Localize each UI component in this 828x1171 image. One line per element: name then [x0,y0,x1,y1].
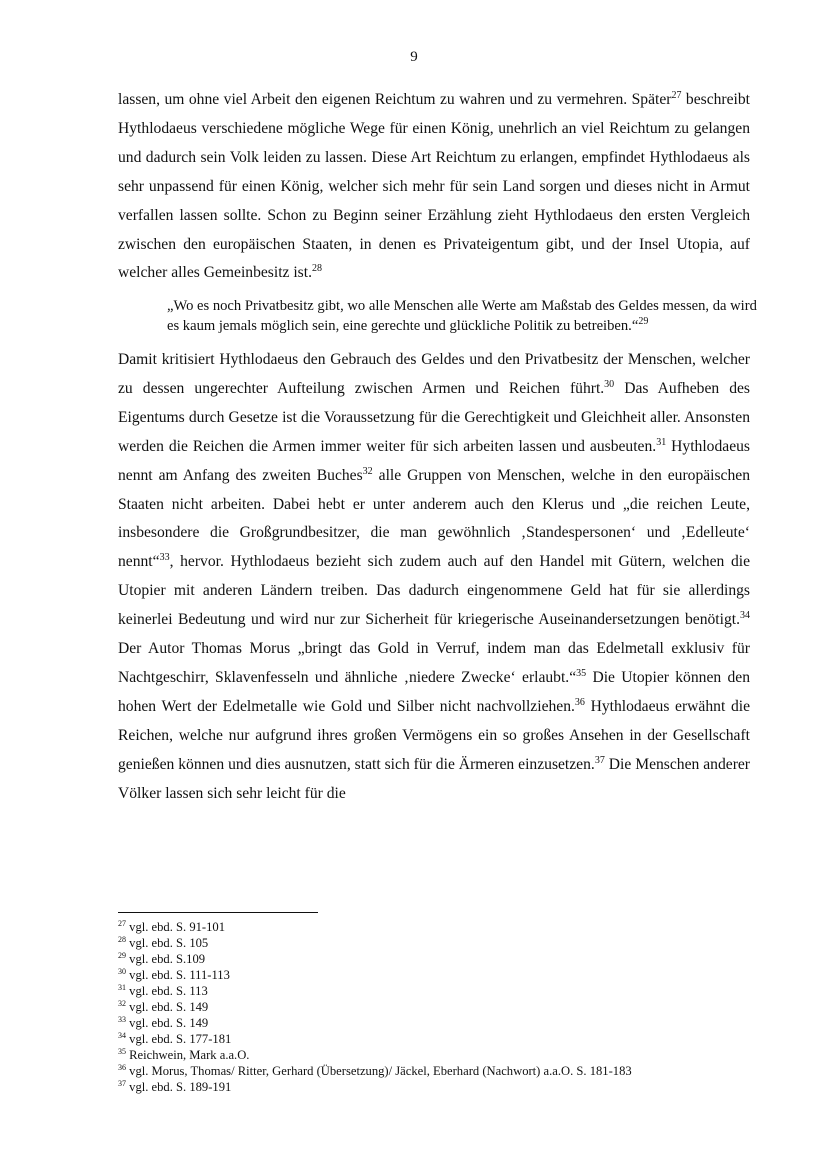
text-run: Das Aufheben des Eigentums durch Gesetze ist die Voraussetzung für die Gerechtigkeit und Gleichheit aller. Ansonsten werden die Reichen die Armen immer weiter für sich arbeiten lassen und ausbeuten. [118,379,750,455]
footnote-number: 34 [118,1030,126,1040]
footnote-text: vgl. ebd. S. 177-181 [126,1032,232,1046]
footnote-number: 30 [118,966,126,976]
footnote [118,999,750,1015]
footnote-text: vgl. ebd. S. 189-191 [126,1080,232,1094]
footnote [118,1079,750,1095]
footnote-ref: 32 [362,465,373,477]
footnote-text: vgl. ebd. S. 149 [126,1000,209,1014]
footnote-ref: 30 [604,378,615,390]
footnote-text: vgl. ebd. S. 105 [126,936,209,950]
text-run: alle Gruppen von Menschen, welche in den europäischen Staaten nicht arbeiten. Dabei hebt er unter anderem auch den Klerus und „die reichen Leute, insbesondere die Großgrundbesitzer, die man gewöhnlich ‚Standespersonen‘ und ‚Edelleute‘ nennt“ [118,466,750,571]
footnote-number: 37 [118,1078,126,1088]
footnote-text: vgl. ebd. S. 91-101 [126,920,225,934]
footnote-text: vgl. Morus, Thomas/ Ritter, Gerhard (Übersetzung)/ Jäckel, Eberhard (Nachwort) a.a.O. S. 181-183 [126,1064,632,1078]
footnote-ref: 27 [671,89,682,101]
page-number: 9 [410,49,418,65]
footnote [118,967,750,983]
footnote [118,919,750,935]
text-run: Hythlodaeus erwähnt die Reichen, welche nur aufgrund ihres großen Vermögens ein so großes Ansehen in der Gesellschaft genießen können und dies ausnutzen, statt sich für die Ärmeren einzusetzen. [118,697,750,773]
footnote-text: vgl. ebd. S. 111-113 [126,968,230,982]
footnote-text: vgl. ebd. S. 113 [126,984,208,998]
footnote-number: 27 [118,918,126,928]
footnote [118,1047,750,1063]
footnote-ref: 35 [576,667,587,679]
footnote [118,1015,750,1031]
footnote [118,1063,750,1079]
footnote [118,935,750,951]
text-run: lassen, um ohne viel Arbeit den eigenen Reichtum zu wahren und zu vermehren. Später [118,91,672,108]
footnote-number: 31 [118,982,126,992]
quote-text: „Wo es noch Privatbesitz gibt, wo alle Menschen alle Werte am Maßstab des Geldes messen, da wird es kaum jemals möglich sein, eine gerechte und glückliche Politik zu betreiben.“ [167,298,757,334]
footnote-ref: 29 [638,315,649,327]
footnote-ref: 33 [159,552,170,564]
footnote-number: 33 [118,1014,126,1024]
text-run: Die Utopier können den hohen Wert der Edelmetalle wie Gold und Silber nicht nachvollziehen. [118,668,750,715]
footnote [118,1031,750,1047]
footnote-text: Reichwein, Mark a.a.O. [126,1048,250,1062]
text-run: Der Autor Thomas Morus „bringt das Gold in Verruf, indem man das Edelmetall exklusiv für Nachtgeschirr, Sklavenfesseln und ähnliche ‚niedere Zwecke‘ erlaubt.“ [118,640,750,686]
text-run: Damit kritisiert Hythlodaeus den Gebrauch des Geldes und den Privatbesitz der Menschen, welcher zu dessen ungerechter Aufteilung zwischen Armen und Reichen führt. [118,351,750,397]
footnote-ref: 36 [574,696,585,708]
footnote-number: 28 [118,934,126,944]
footnote-separator [118,912,318,913]
footnote-number: 29 [118,950,126,960]
footnote-text: vgl. ebd. S.109 [126,952,206,966]
footnote-ref: 31 [656,436,667,448]
text-run: , hervor. Hythlodaeus bezieht sich zudem auch auf den Handel mit Gütern, welchen die Utopier mit anderen Ländern treiben. Das dadurch eingenommene Geld hat für sie allerdings keinerlei Bedeutung und wird nur zur Sicherheit für kriegerische Auseinandersetzungen benötigt. [118,553,750,629]
footnote-number: 36 [118,1062,126,1072]
footnote-ref: 37 [594,754,605,766]
footnote [118,983,750,999]
text-run: beschreibt Hythlodaeus verschiedene mögliche Wege für einen König, unehrlich an viel Reichtum zu gelangen und dadurch sein Volk leiden zu lassen. Diese Art Reichtum zu erlangen, empfindet Hythlodaeus als sehr unpassend für einen König, welcher sich mehr für sein Land sorgen und dieses nicht in Armut verfallen lassen sollte. Schon zu Beginn seiner Erzählung zieht Hythlodaeus den ersten Vergleich zwischen den europäischen Staaten, in denen es Privateigentum gibt, und der Insel Utopia, auf welcher alles Gemeinbesitz ist. [118,91,751,282]
body-paragraph-2 [118,346,750,809]
footnote-list [118,919,750,1095]
footnote-text: vgl. ebd. S. 149 [126,1016,209,1030]
footnote-ref: 28 [312,263,322,275]
body-paragraph-1 [118,86,750,288]
footnote-number: 35 [118,1046,126,1056]
footnote [118,951,750,967]
footnote-number: 32 [118,998,126,1008]
text-run: Die Menschen anderer Völker lassen sich sehr leicht für die [118,755,750,802]
text-run: Hythlodaeus nennt am Anfang des zweiten Buches [118,437,750,484]
block-quote [167,297,757,336]
footnote-ref: 34 [740,609,750,621]
